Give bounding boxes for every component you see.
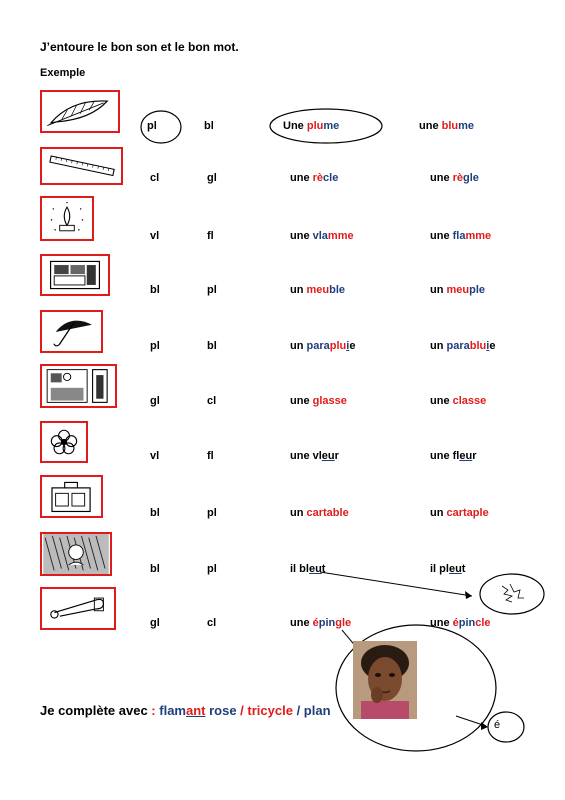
word-part: Une [283, 120, 307, 132]
word-part: une [430, 230, 453, 242]
syllable-option-2: fl [207, 450, 214, 462]
word-part: meu [446, 284, 470, 296]
word-part: cartaple [446, 507, 489, 519]
word-part: il pl [430, 563, 449, 575]
word-part: é [452, 617, 459, 629]
word-part: para [306, 340, 330, 352]
word-part: gle [463, 172, 479, 184]
instruction-part: / [240, 703, 248, 718]
instruction-part: Je complète avec [40, 703, 152, 718]
word-part: une [430, 172, 453, 184]
instruction-part: flam [159, 703, 186, 718]
word-part: cle [323, 172, 339, 184]
word-part: plu [306, 120, 324, 132]
word-part: é [312, 617, 319, 629]
word-part: me [323, 120, 340, 132]
syllable-option-2: bl [207, 340, 217, 352]
syllable-option-1: bl [150, 563, 160, 575]
word-part: il bl [290, 563, 309, 575]
word-part: vla [312, 230, 328, 242]
word-part: me [458, 120, 475, 132]
word-part: un [290, 284, 307, 296]
circle-mark [480, 574, 544, 614]
word-part: une [430, 395, 453, 407]
circle-mark [141, 111, 181, 143]
word-part: une vl [290, 450, 322, 462]
word-part: ble [329, 284, 346, 296]
instruction-part: / [292, 703, 304, 718]
word-part: eu [459, 450, 473, 462]
word-part: un [290, 507, 307, 519]
syllable-option-2: gl [207, 172, 217, 184]
word-part: e [489, 340, 496, 352]
syllable-option-1: vl [150, 230, 160, 242]
word-part: une [419, 120, 442, 132]
syllable-option-1: pl [147, 120, 157, 132]
word-part: une [290, 230, 313, 242]
word-part: e [349, 340, 356, 352]
word-part: blu [441, 120, 459, 132]
syllable-option-1: pl [150, 340, 160, 352]
word-part: classe [452, 395, 487, 407]
word-part: meu [306, 284, 330, 296]
scribble-icon [502, 584, 524, 602]
word-part: rè [452, 172, 464, 184]
arrow-icon [320, 572, 472, 599]
word-part: une fl [430, 450, 460, 462]
word-part: pin [458, 617, 476, 629]
word-part: eu [448, 563, 462, 575]
syllable-option-2: cl [207, 395, 217, 407]
instruction-part: ant [185, 703, 206, 718]
syllable-option-1: cl [150, 172, 160, 184]
word-part: t [321, 563, 326, 575]
instruction-part: tricycle [247, 703, 293, 718]
instruction-part: rose [205, 703, 241, 718]
completion-instruction [40, 703, 331, 718]
word-part: mme [327, 230, 354, 242]
word-part: cartable [306, 507, 349, 519]
word-part: r [472, 450, 477, 462]
word-part: une [290, 172, 313, 184]
word-part: eu [308, 563, 322, 575]
instruction-part: : [151, 703, 160, 718]
word-part: ple [469, 284, 486, 296]
word-part: mme [465, 230, 492, 242]
word-part: i [486, 340, 490, 352]
word-part: une [290, 617, 313, 629]
circle-mark [270, 109, 382, 143]
word-part: fla [452, 230, 466, 242]
syllable-option-1: vl [150, 450, 160, 462]
page-title: J’entoure le bon son et le bon mot. [40, 40, 239, 54]
word-part: glasse [312, 395, 347, 407]
word-part: une [290, 395, 313, 407]
word-part: rè [312, 172, 324, 184]
word-part: un [430, 340, 447, 352]
syllable-option-1: bl [150, 284, 160, 296]
word-part: plu [329, 340, 347, 352]
syllable-option-1: gl [150, 395, 160, 407]
word-part: un [430, 507, 447, 519]
syllable-option-1: bl [150, 507, 160, 519]
word-part: gle [335, 617, 352, 629]
syllable-option-2: fl [207, 230, 214, 242]
word-part: t [461, 563, 466, 575]
word-part: un [430, 284, 447, 296]
child-photo [353, 641, 417, 719]
syllable-option-2: pl [207, 284, 217, 296]
syllable-option-2: cl [207, 617, 217, 629]
word-part: pin [318, 617, 336, 629]
syllable-option-2: bl [204, 120, 214, 132]
syllable-option-1: gl [150, 617, 160, 629]
syllable-option-2: pl [207, 507, 217, 519]
word-part: cle [475, 617, 491, 629]
word-part: une [430, 617, 453, 629]
word-part: eu [321, 450, 335, 462]
word-part: para [446, 340, 470, 352]
word-part: i [346, 340, 350, 352]
word-part: blu [469, 340, 487, 352]
word-part: un [290, 340, 307, 352]
bubble-letter: é [494, 719, 501, 731]
instruction-part: plan [303, 703, 331, 718]
example-label: Exemple [40, 67, 86, 79]
word-part: r [334, 450, 339, 462]
syllable-option-2: pl [207, 563, 217, 575]
